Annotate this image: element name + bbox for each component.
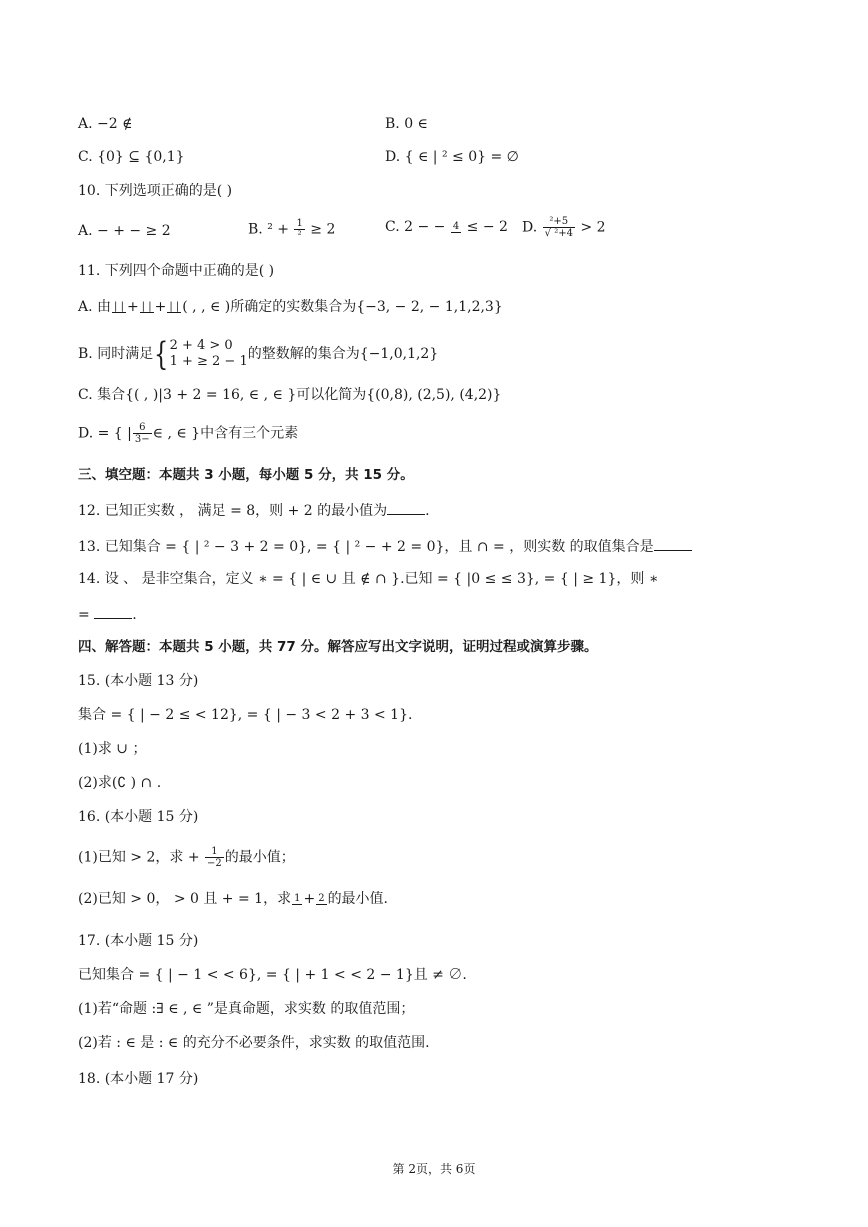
q15-part-1: (1)求 ∪ ； xyxy=(78,741,147,757)
q9-option-b: B. 0 ∈ xyxy=(385,116,428,132)
section-3-heading: 三、填空题：本题共 3 小题，每小题 5 分，共 15 分。 xyxy=(78,467,414,483)
q15-heading: 15. (本小题 13 分) xyxy=(78,673,199,689)
q9-option-a: A. −2 ∉ xyxy=(78,116,133,132)
q11-option-a: A. 由 | | + | | + | | ( , , ∈ )所确定的实数集合为{−3, − 2, − 1,1,2,3} xyxy=(78,299,503,315)
q9-option-c: C. {0} ⊆ {0,1} xyxy=(78,149,185,165)
q10-b-fraction: 1 ² xyxy=(296,218,303,241)
q10-stem: 10. 下列选项正确的是( ) xyxy=(78,183,233,199)
q17-stem: 已知集合 = { | − 1 < < 6}, = { | + 1 < < 2 − 1}且 ≠ ∅. xyxy=(78,967,467,983)
q16-heading: 16. (本小题 15 分) xyxy=(78,809,199,825)
answer-blank[interactable] xyxy=(654,536,692,551)
q14-line-2: = . xyxy=(78,604,137,624)
q9-option-d: D. { ∈ | ² ≤ 0} = ∅ xyxy=(385,149,519,165)
q11-option-c: C. 集合{( , )|3 + 2 = 16, ∈ , ∈ }可以化简为{(0,8), (2,5), (4,2)} xyxy=(78,387,502,403)
q11-option-d: D. = { | $\frac{6}{3-}$ ∈ , ∈ }中含有三个元素 xyxy=(78,422,299,445)
q16-part-1: (1)已知 > 2，求 + $\frac{1}{-2}$ 的最小值； xyxy=(78,846,295,869)
answer-blank[interactable] xyxy=(94,604,132,619)
q11-stem: 11. 下列四个命题中正确的是( ) xyxy=(78,263,275,279)
q10-option-d: D. $\frac{\text{²+5}}{\text{√ ²+4}}$ > 2 xyxy=(522,216,606,239)
section-4-heading: 四、解答题：本题共 5 小题，共 77 分。解答应写出文字说明，证明过程或演算步骤。 xyxy=(78,639,598,655)
left-brace-icon: { xyxy=(154,335,169,373)
q10-option-b: B. ² + 1 ² ≥ 2 xyxy=(248,218,336,241)
q17-heading: 17. (本小题 15 分) xyxy=(78,933,199,949)
q15-stem: 集合 = { | − 2 ≤ < 12}, = { | − 3 < 2 + 3 < 1}. xyxy=(78,707,413,723)
q17-part-1: (1)若“命题 :∃ ∈ , ∈ ”是真命题，求实数 的取值范围； xyxy=(78,1001,415,1017)
q15-part-2: (2)求(∁ ) ∩ . xyxy=(78,775,162,791)
q10-option-a: A. − + − ≥ 2 xyxy=(78,223,171,239)
q10-d-fraction: $\frac{\text{²+5}}{\text{√ ²+4}}$ xyxy=(544,216,573,239)
q10-c-fraction: 4 xyxy=(452,221,460,232)
q10-option-c: C. 2 − − 4 ≤ − 2 xyxy=(385,219,508,235)
q16-part-2: (2)已知 > 0， > 0 且 + = 1，求 1 + 2 的最小值. xyxy=(78,891,389,907)
q14-line-1: 14. 设 、 是非空集合，定义 ∗ = { | ∈ ∪ 且 ∉ ∩ }.已知 = { |0 ≤ ≤ 3}, = { | ≥ 1}，则 ∗ xyxy=(78,571,659,587)
inequality-system: 2 + 4 > 0 1 + ≥ 2 − 1 xyxy=(169,338,248,369)
answer-blank[interactable] xyxy=(387,500,425,515)
q12: 12. 已知正实数 ， 满足 = 8，则 + 2 的最小值为 . xyxy=(78,500,430,520)
q11-option-b: B. 同时满足{ 2 + 4 > 0 1 + ≥ 2 − 1 的整数解的集合为{−1,0,1,2} xyxy=(78,335,439,373)
q17-part-2: (2)若 : ∈ 是 : ∈ 的充分不必要条件，求实数 的取值范围. xyxy=(78,1035,430,1051)
page-footer: 第 2页，共 6页 xyxy=(392,1162,476,1176)
q13: 13. 已知集合 = { | ² − 3 + 2 = 0}, = { | ² − + 2 = 0}，且 ∩ = ，则实数 的取值集合是 xyxy=(78,536,692,556)
q18-heading: 18. (本小题 17 分) xyxy=(78,1071,199,1087)
